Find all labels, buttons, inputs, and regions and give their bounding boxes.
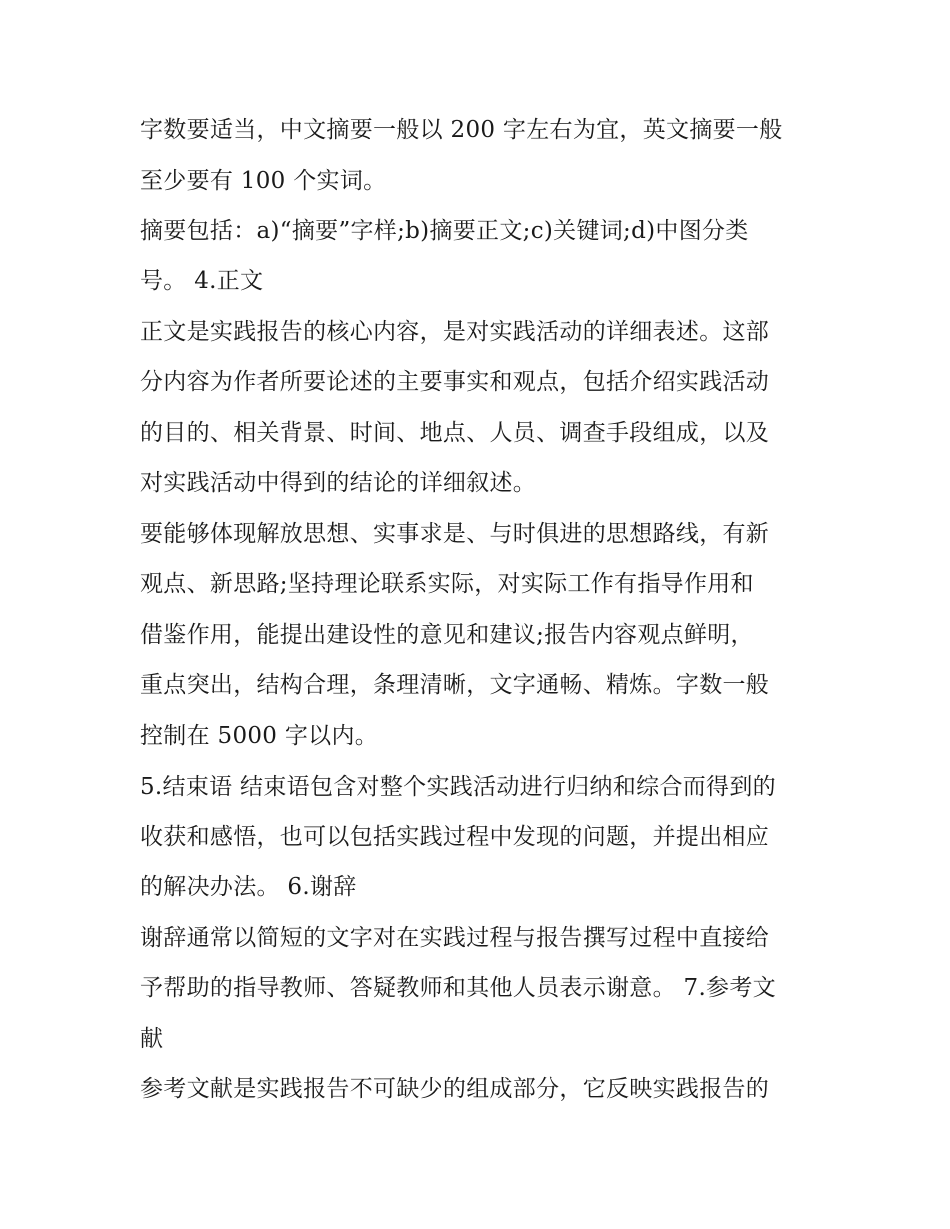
text-line: 号。 4.正文	[140, 268, 264, 294]
text-line: 的目的、相关背景、时间、地点、人员、调查手段组成，以及	[140, 420, 770, 446]
text-line: 摘要包括：a)“摘要”字样;b)摘要正文;c)关键词;d)中图分类	[140, 218, 749, 244]
text-line: 收获和感悟，也可以包括实践过程中发现的问题，并提出相应	[140, 824, 770, 850]
text-line: 予帮助的指导教师、答疑教师和其他人员表示谢意。 7.参考文	[140, 975, 776, 1001]
text-line: 控制在 5000 字以内。	[140, 723, 379, 749]
text-line: 对实践活动中得到的结论的详细叙述。	[140, 470, 537, 496]
text-line: 参考文献是实践报告不可缺少的组成部分，它反映实践报告的	[140, 1076, 770, 1102]
text-line: 正文是实践报告的核心内容，是对实践活动的详细表述。这部	[140, 319, 770, 345]
text-line: 5.结束语 结束语包含对整个实践活动进行归纳和综合而得到的	[140, 774, 776, 800]
text-line: 观点、新思路;坚持理论联系实际，对实际工作有指导作用和	[140, 571, 754, 597]
text-line: 重点突出，结构合理，条理清晰，文字通畅、精炼。字数一般	[140, 672, 770, 698]
text-line: 谢辞通常以简短的文字对在实践过程与报告撰写过程中直接给	[140, 925, 770, 951]
text-line: 的解决办法。 6.谢辞	[140, 874, 357, 900]
text-line: 字数要适当，中文摘要一般以 200 字左右为宜，英文摘要一般	[140, 117, 783, 143]
text-line: 要能够体现解放思想、实事求是、与时俱进的思想路线，有新	[140, 521, 770, 547]
text-line: 借鉴作用，能提出建设性的意见和建议;报告内容观点鲜明，	[140, 622, 754, 648]
text-line: 分内容为作者所要论述的主要事实和观点，包括介绍实践活动	[140, 369, 770, 395]
text-line: 献	[140, 1026, 164, 1052]
text-line: 至少要有 100 个实词。	[140, 168, 387, 194]
